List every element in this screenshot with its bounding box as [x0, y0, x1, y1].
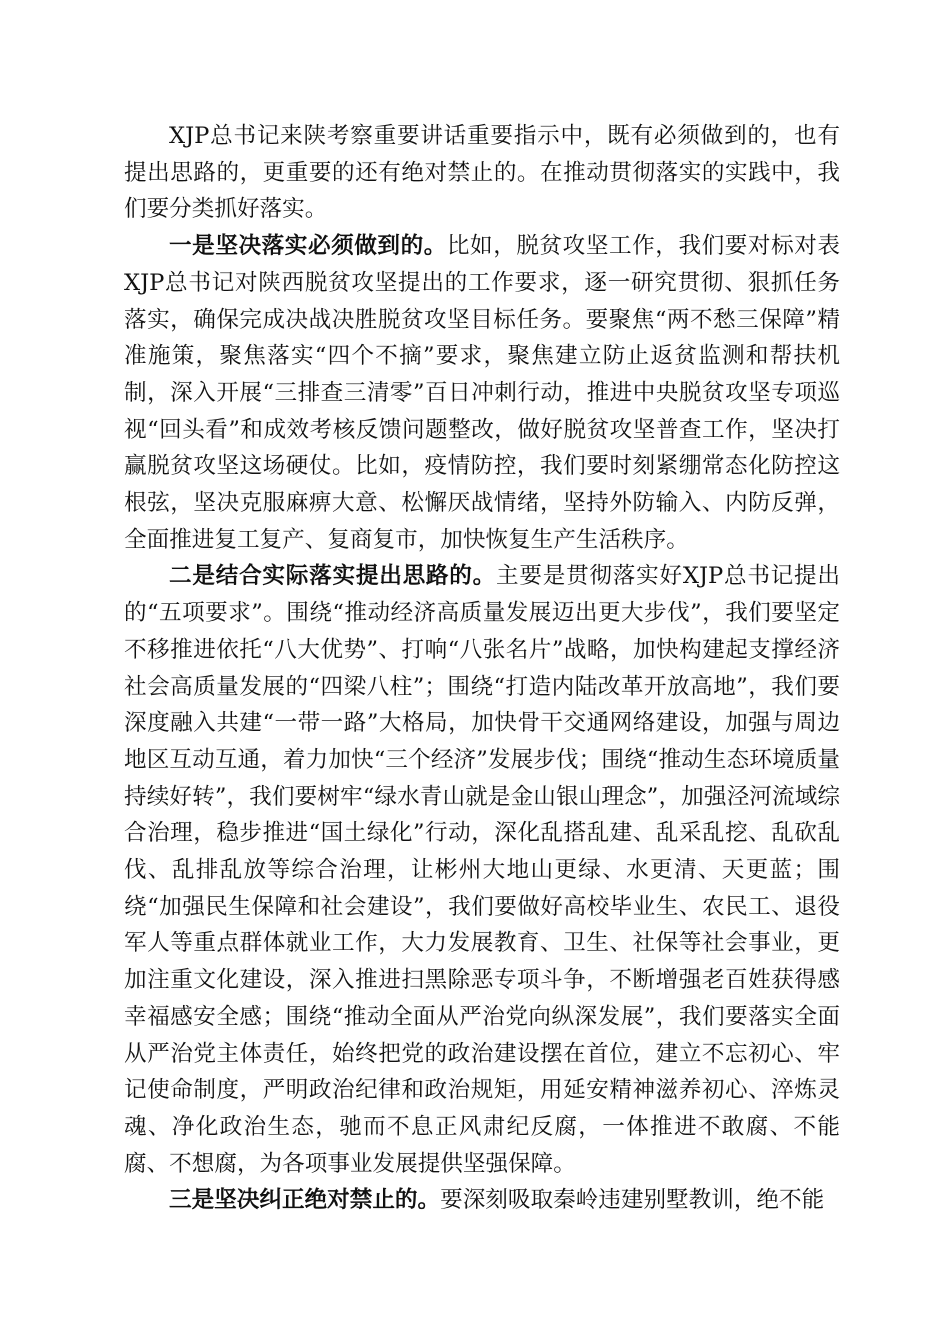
intro-paragraph: [124, 118, 840, 228]
point-three-heading: 三是坚决纠正绝对禁止的。: [169, 1187, 441, 1214]
point-two-heading: 二是结合实际落实提出思路的。: [169, 563, 496, 590]
point-one-paragraph: [124, 228, 840, 558]
paragraph-body: 比如，脱贫攻坚工作，我们要对标对表XJP总书记对陕西脱贫攻坚提出的工作要求，逐一研究贯彻、狠抓任务落实，确保完成决战决胜脱贫攻坚目标任务。要聚焦“两不愁三保障”精准施策，聚焦落实“四个不摘”要求，聚焦建立防止返贫监测和帮扶机制，深入开展“三排查三清零”百日冲刺行动，推进中央脱贫攻坚专项巡视“回头看”和成效考核反馈问题整改，做好脱贫攻坚普查工作，坚决打赢脱贫攻坚这场硬仗。比如，疫情防控，我们要时刻紧绷常态化防控这根弦，坚决克服麻痹大意、松懈厌战情绪，坚持外防输入、内防反弹，全面推进复工复产、复商复市，加快恢复生产生活秩序。: [124, 233, 841, 553]
point-two-paragraph: [124, 558, 840, 1182]
paragraph-body: 主要是贯彻落实好XJP总书记提出的“五项要求”。围绕“推动经济高质量发展迈出更大步伐”，我们要坚定不移推进依托“八大优势”、打响“八张名片”战略，加快构建起支撑经济社会高质量发展的“四梁八柱”；围绕“打造内陆改革开放高地”，我们要深度融入共建“一带一路”大格局，加快骨干交通网络建设，加强与周边地区互动互通，着力加快“三个经济”发展步伐；围绕“推动生态环境质量持续好转”，我们要树牢“绿水青山就是金山银山理念”，加强泾河流域综合治理，稳步推进“国土绿化”行动，深化乱搭乱建、乱采乱挖、乱砍乱伐、乱排乱放等综合治理，让彬州大地山更绿、水更清、天更蓝；围绕“加强民生保障和社会建设”，我们要做好高校毕业生、农民工、退役军人等重点群体就业工作，大力发展教育、卫生、社保等社会事业，更加注重文化建设，深入推进扫黑除恶专项斗争，不断增强老百姓获得感幸福感安全感；围绕“推动全面从严治党向纵深发展”，我们要落实全面从严治党主体责任，始终把党的政治建设摆在首位，建立不忘初心、牢记使命制度，严明政治纪律和政治规矩，用延安精神滋养初心、淬炼灵魂、净化政治生态，驰而不息正风肃纪反腐，一体推进不敢腐、不能腐、不想腐，为各项事业发展提供坚强保障。: [124, 563, 840, 1177]
point-three-paragraph: [124, 1182, 840, 1219]
document-page: [124, 118, 840, 1219]
point-one-heading: 一是坚决落实必须做到的。: [169, 233, 447, 260]
paragraph-body: XJP总书记来陕考察重要讲话重要指示中，既有必须做到的，也有提出思路的，更重要的还有绝对禁止的。在推动贯彻落实的实践中，我们要分类抓好落实。: [124, 123, 840, 223]
paragraph-body: 要深刻吸取秦岭违建别墅教训，绝不能: [440, 1187, 825, 1214]
